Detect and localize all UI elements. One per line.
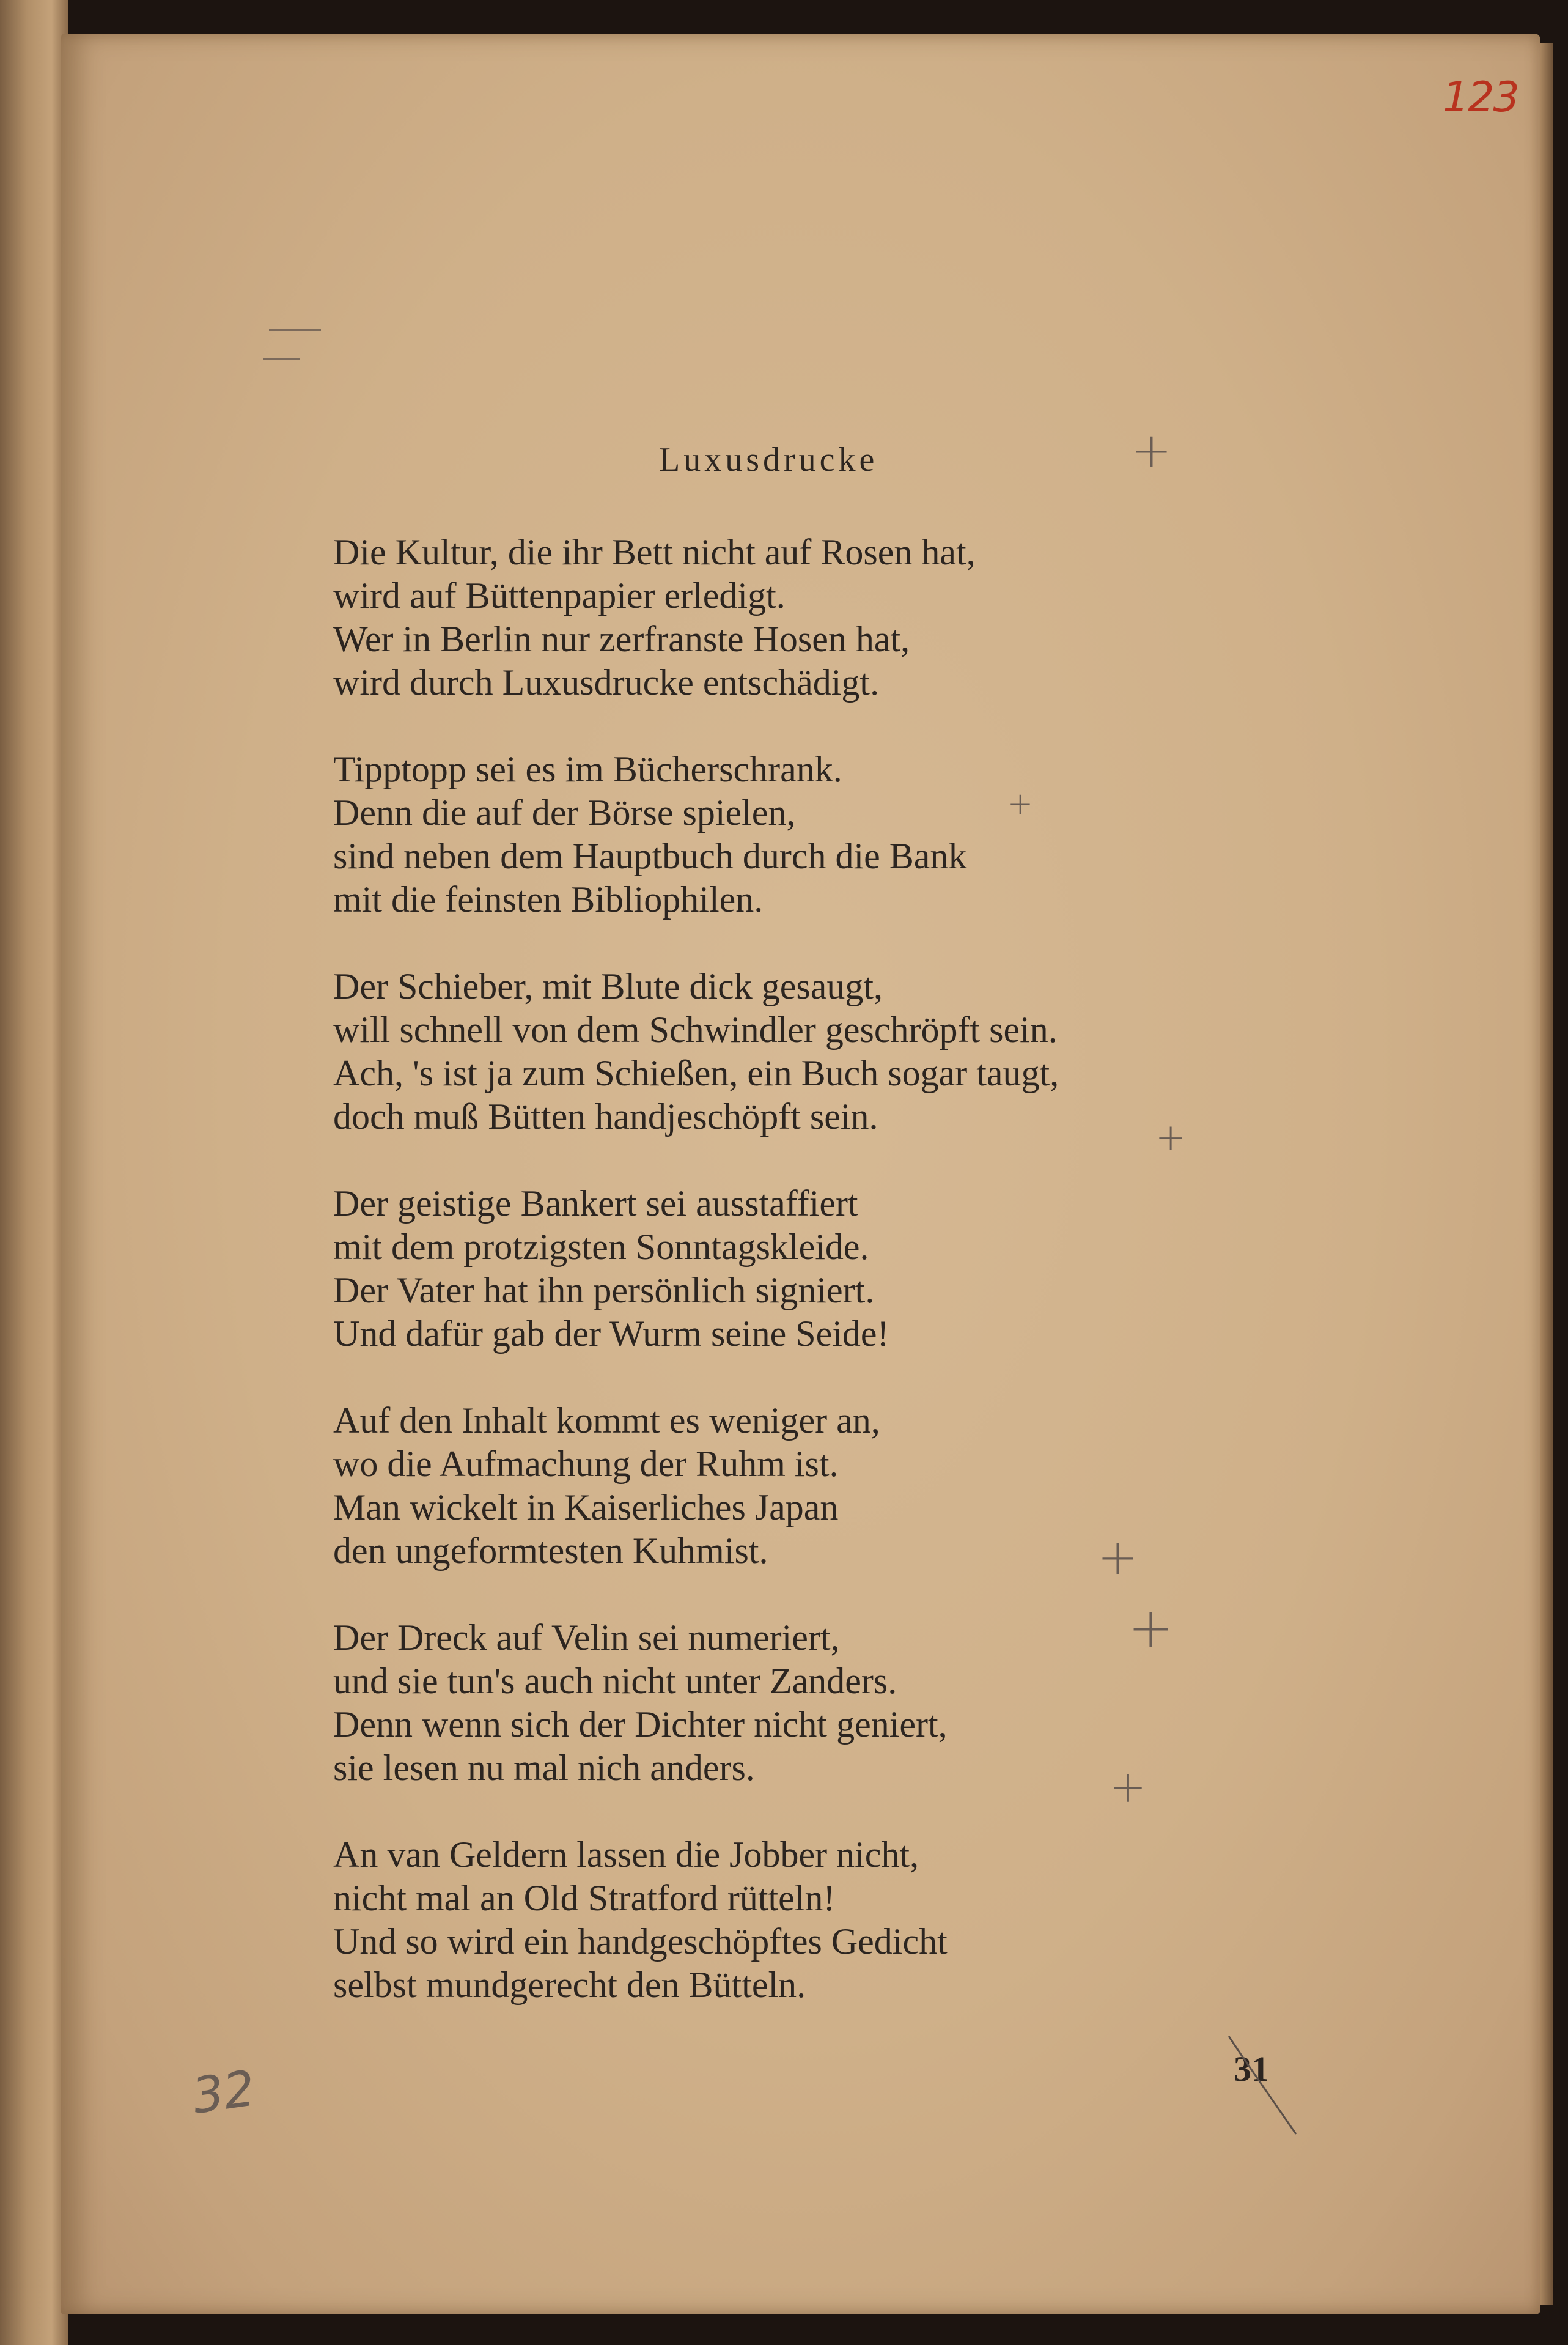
poem-line: sie lesen nu mal nich anders. <box>333 1748 755 1788</box>
pencil-note: 32 <box>189 2059 259 2125</box>
poem-line: wo die Aufmachung der Ruhm ist. <box>333 1444 839 1484</box>
folio-mark: 123 <box>1443 73 1518 122</box>
poem-line: Man wickelt in Kaiserliches Japan <box>333 1487 839 1527</box>
poem-line: und sie tun's auch nicht unter Zanders. <box>333 1661 897 1701</box>
poem-line: will schnell von dem Schwindler geschröpft sein. <box>333 1010 1058 1050</box>
poem-line: Denn die auf der Börse spielen, <box>333 792 796 833</box>
poem-line: Der Vater hat ihn persönlich signiert. <box>333 1270 875 1310</box>
stanza <box>333 1399 1287 1573</box>
stanza <box>333 531 1287 704</box>
facing-page-edge <box>0 0 68 2345</box>
poem-line: Und dafür gab der Wurm seine Seide! <box>333 1313 889 1354</box>
poem-line: Auf den Inhalt kommt es weniger an, <box>333 1400 880 1441</box>
poem-body <box>333 531 1287 2050</box>
pencil-cross-mark: + <box>1128 1596 1174 1660</box>
poem-line: selbst mundgerecht den Bütteln. <box>333 1965 806 2005</box>
poem-line: Der Schieber, mit Blute dick gesaugt, <box>333 966 883 1006</box>
pencil-cross-mark: + <box>1131 422 1172 479</box>
pencil-cross-mark: + <box>1155 1116 1187 1159</box>
poem-line: wird durch Luxusdrucke entschädigt. <box>333 662 880 703</box>
poem-line: Und so wird ein handgeschöpftes Gedicht <box>333 1921 948 1962</box>
poem-line: Der Dreck auf Velin sei numeriert, <box>333 1617 840 1658</box>
poem-line: wird auf Büttenpapier erledigt. <box>333 575 786 616</box>
poem-line: Die Kultur, die ihr Bett nicht auf Rosen hat, <box>333 532 976 572</box>
page-edge-shadow <box>1540 43 1553 2305</box>
poem-line: Ach, 's ist ja zum Schießen, ein Buch sogar taugt, <box>333 1053 1059 1093</box>
poem-line: mit dem protzigsten Sonntagskleide. <box>333 1227 869 1267</box>
page-number: 31 <box>1234 2049 1269 2089</box>
pencil-cross-mark: + <box>1097 1529 1139 1586</box>
poem-title: Luxusdrucke <box>659 441 878 479</box>
poem-line: doch muß Bütten handjeschöpft sein. <box>333 1096 878 1137</box>
pencil-stroke <box>1223 2030 1308 2140</box>
poem-line: Denn wenn sich der Dichter nicht geniert, <box>333 1704 948 1745</box>
stanza <box>333 1833 1287 2007</box>
pencil-dash <box>263 358 300 360</box>
stanza <box>333 965 1287 1139</box>
poem-line: mit die feinsten Bibliophilen. <box>333 879 764 920</box>
poem-line: den ungeformtesten Kuhmist. <box>333 1531 768 1571</box>
poem-line: Wer in Berlin nur zerfranste Hosen hat, <box>333 619 910 659</box>
pencil-cross-mark: + <box>1110 1761 1147 1812</box>
stanza <box>333 748 1287 921</box>
poem-line: sind neben dem Hauptbuch durch die Bank <box>333 836 967 876</box>
stanza <box>333 1182 1287 1356</box>
poem-line: Der geistige Bankert sei ausstaffiert <box>333 1183 858 1224</box>
poem-line: Tipptopp sei es im Bücherschrank. <box>333 749 842 789</box>
poem-line: An van Geldern lassen die Jobber nicht, <box>333 1834 919 1875</box>
poem-line: nicht mal an Old Stratford rütteln! <box>333 1878 836 1918</box>
pencil-cross-mark: + <box>1007 786 1033 821</box>
pencil-dash <box>269 329 321 331</box>
